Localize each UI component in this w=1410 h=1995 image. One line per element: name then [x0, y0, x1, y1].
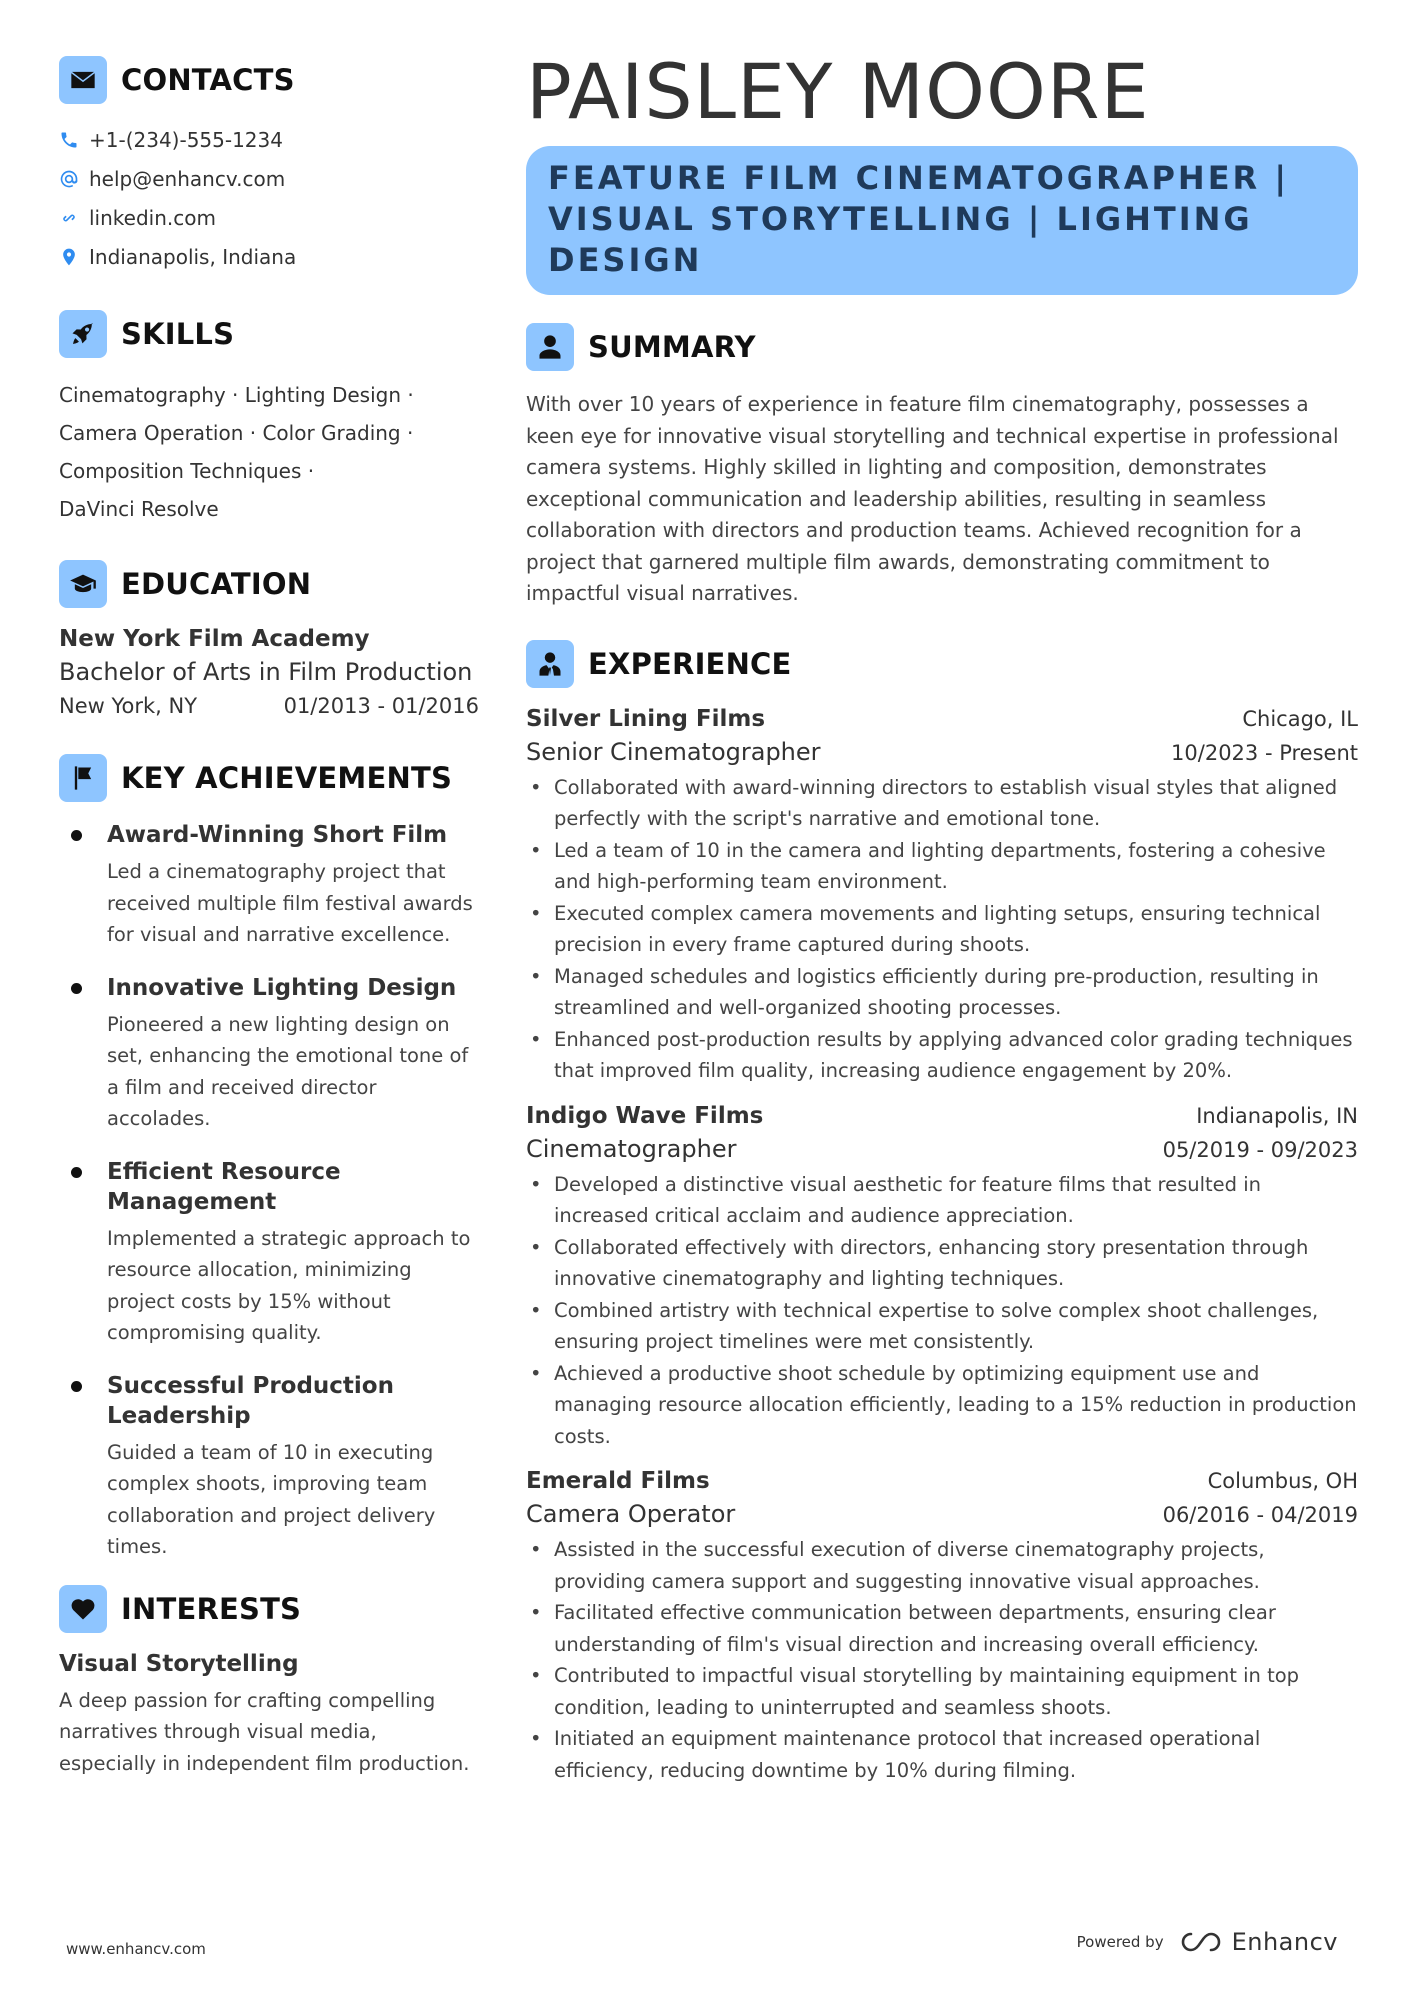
achievement-title: Award-Winning Short Film	[107, 822, 448, 848]
job-bullets	[526, 1169, 1358, 1453]
interests-title: INTERESTS	[121, 1591, 302, 1626]
contact-linkedin[interactable]	[59, 198, 479, 237]
achievements-section	[59, 754, 479, 1563]
job-bullet: • Led a team of 10 in the camera and lighting departments, fostering a cohesive and high-performing team environment.	[526, 835, 1358, 898]
contact-list	[59, 120, 479, 276]
job-bullet: • Achieved a productive shoot schedule by optimizing equipment use and managing resource allocation efficiently, leading to a 15% reduction in production costs.	[526, 1358, 1358, 1453]
education-title: EDUCATION	[121, 567, 312, 601]
location-pin-icon	[59, 247, 89, 267]
brand-name: Enhancv	[1231, 1928, 1338, 1956]
job-location: Columbus, OH	[1207, 1469, 1358, 1493]
heart-icon	[59, 1585, 107, 1633]
skills-section	[59, 310, 479, 528]
job-bullet: • Enhanced post-production results by applying advanced color grading techniques that improved film quality, increasing audience engagement by 20%.	[526, 1024, 1358, 1087]
achievements-list	[59, 820, 479, 1563]
bullet-dot	[71, 1381, 82, 1392]
education-dates: 01/2013 - 01/2016	[283, 694, 479, 718]
job-bullet: • Executed complex camera movements and lighting setups, ensuring technical precision in every frame captured during shoots.	[526, 898, 1358, 961]
experience-header	[526, 640, 1358, 688]
summary-title: SUMMARY	[588, 330, 756, 364]
job-bullet: • Managed schedules and logistics efficiently during pre-production, resulting in streamlined and well-organized shooting processes.	[526, 961, 1358, 1024]
job-role: Cinematographer	[526, 1134, 737, 1163]
right-column	[526, 47, 1358, 1786]
achievement-item	[59, 1157, 479, 1349]
job-header	[526, 1103, 1358, 1129]
interest-desc: A deep passion for crafting compelling narratives through visual media, especially in independent film production.	[59, 1688, 470, 1775]
headline-box	[526, 146, 1358, 295]
education-degree: Bachelor of Arts in Film Production	[59, 658, 473, 686]
job-entry	[526, 706, 1358, 1087]
job-bullet: • Developed a distinctive visual aesthetic for feature films that resulted in increased critical acclaim and audience appreciation.	[526, 1169, 1358, 1232]
job-bullets	[526, 772, 1358, 1087]
contact-email[interactable]	[59, 159, 479, 198]
job-header	[526, 1468, 1358, 1494]
education-header	[59, 560, 479, 608]
achievement-title: Efficient Resource Management	[107, 1158, 341, 1215]
footer-website[interactable]: www.enhancv.com	[66, 1940, 206, 1958]
job-bullet: • Assisted in the successful execution of diverse cinematography projects, providing camera support and suggesting innovative visual approaches.	[526, 1534, 1358, 1597]
contacts-title: CONTACTS	[121, 63, 295, 97]
contact-phone[interactable]	[59, 120, 479, 159]
phone-icon	[59, 130, 89, 150]
job-bullet: • Combined artistry with technical expertise to solve complex shoot challenges, ensuring project timelines were met consistently.	[526, 1295, 1358, 1358]
job-role: Senior Cinematographer	[526, 737, 821, 766]
achievement-item	[59, 973, 479, 1135]
bullet-dot	[71, 830, 82, 841]
envelope-icon	[59, 56, 107, 104]
skills-title: SKILLS	[121, 317, 235, 351]
at-icon	[59, 169, 89, 189]
location-text: Indianapolis, Indiana	[89, 244, 297, 269]
achievements-header	[59, 754, 479, 802]
summary-header	[526, 323, 1358, 371]
job-bullet: • Collaborated with award-winning directors to establish visual styles that aligned perfectly with the script's narrative and emotional tone.	[526, 772, 1358, 835]
job-subheader	[526, 1135, 1358, 1163]
person-name: PAISLEY MOORE	[526, 47, 1150, 136]
job-entry	[526, 1103, 1358, 1453]
job-role: Camera Operator	[526, 1500, 736, 1528]
skills-line: DaVinci Resolve	[59, 497, 219, 521]
linkedin-text: linkedin.com	[89, 205, 216, 230]
achievement-title: Innovative Lighting Design	[107, 974, 457, 1001]
phone-text: +1-(234)-555-1234	[89, 127, 283, 152]
interest-title: Visual Storytelling	[59, 1650, 299, 1677]
job-bullet: • Facilitated effective communication between departments, ensuring clear understanding of film's visual direction and increasing overall efficiency.	[526, 1597, 1358, 1660]
summary-text: With over 10 years of experience in feature film cinematography, possesses a keen eye for innovative visual storytelling and technical expertise in professional camera systems. Highly skilled in lighting and composition, demonstrates exceptional communication and leadership abilities, resulting in seamless collaboration with directors and production teams. Achieved recognition for a project that garnered multiple film awards, demonstrating commitment to impactful visual narratives.	[526, 392, 1339, 605]
job-bullets	[526, 1534, 1358, 1786]
education-meta	[59, 694, 479, 718]
job-subheader	[526, 1500, 1358, 1528]
achievement-desc: Pioneered a new lighting design on set, enhancing the emotional tone of a film and received director accolades.	[107, 1012, 469, 1130]
brand-logo[interactable]	[1178, 1928, 1338, 1956]
businessperson-icon	[526, 640, 574, 688]
skills-line: Cinematography · Lighting Design ·	[59, 383, 414, 407]
flag-icon	[59, 754, 107, 802]
achievements-title: KEY ACHIEVEMENTS	[121, 761, 453, 795]
person-icon	[526, 323, 574, 371]
job-location: Indianapolis, IN	[1196, 1103, 1358, 1128]
job-header	[526, 706, 1358, 732]
headline-text: FEATURE FILM CINEMATOGRAPHER | VISUAL STORYTELLING | LIGHTING DESIGN	[548, 159, 1290, 279]
interests-section	[59, 1585, 479, 1780]
contacts-section	[59, 56, 479, 276]
enhancv-logo-icon	[1178, 1929, 1224, 1955]
job-bullet: • Contributed to impactful visual storytelling by maintaining equipment in top condition, leading to uninterrupted and seamless shoots.	[526, 1660, 1358, 1723]
rocket-icon	[59, 310, 107, 358]
graduation-cap-icon	[59, 560, 107, 608]
email-text: help@enhancv.com	[89, 166, 286, 191]
skills-line: Camera Operation · Color Grading ·	[59, 421, 414, 445]
achievement-title: Successful Production Leadership	[107, 1372, 394, 1429]
achievement-item	[59, 820, 479, 951]
achievement-desc: Led a cinematography project that received multiple film festival awards for visual and narrative excellence.	[107, 860, 473, 946]
job-company: Indigo Wave Films	[526, 1102, 764, 1129]
experience-title: EXPERIENCE	[588, 646, 792, 681]
powered-by-text: Powered by	[1076, 1933, 1164, 1951]
job-company: Emerald Films	[526, 1468, 710, 1494]
skills-line: Composition Techniques ·	[59, 459, 315, 483]
job-dates: 10/2023 - Present	[1171, 740, 1358, 765]
job-bullet: • Collaborated effectively with directors, enhancing story presentation through innovative cinematography and lighting techniques.	[526, 1232, 1358, 1295]
education-section	[59, 560, 479, 718]
contact-location	[59, 237, 479, 276]
footer-branding	[1077, 1928, 1338, 1956]
achievement-item	[59, 1371, 479, 1563]
job-dates: 05/2019 - 09/2023	[1162, 1137, 1358, 1162]
achievement-desc: Guided a team of 10 in executing complex shoots, improving team collaboration and project delivery times.	[107, 1440, 436, 1558]
education-school: New York Film Academy	[59, 626, 370, 652]
job-dates: 06/2016 - 04/2019	[1162, 1503, 1358, 1527]
job-bullet: • Initiated an equipment maintenance protocol that increased operational efficiency, reducing downtime by 10% during filming.	[526, 1723, 1358, 1786]
skills-list	[59, 376, 479, 528]
experience-section	[526, 640, 1358, 1787]
job-location: Chicago, IL	[1242, 706, 1358, 731]
achievement-desc: Implemented a strategic approach to resource allocation, minimizing project costs by 15% without compromising quality.	[107, 1226, 471, 1344]
interests-header	[59, 1585, 479, 1633]
bullet-dot	[71, 1167, 82, 1178]
bullet-dot	[71, 983, 82, 994]
job-subheader	[526, 738, 1358, 766]
skills-header	[59, 310, 479, 358]
left-column	[59, 56, 479, 1779]
job-company: Silver Lining Films	[526, 705, 766, 732]
summary-section	[526, 323, 1358, 610]
link-icon	[59, 208, 89, 228]
job-entry	[526, 1468, 1358, 1786]
education-location: New York, NY	[59, 694, 198, 718]
contacts-header	[59, 56, 479, 104]
